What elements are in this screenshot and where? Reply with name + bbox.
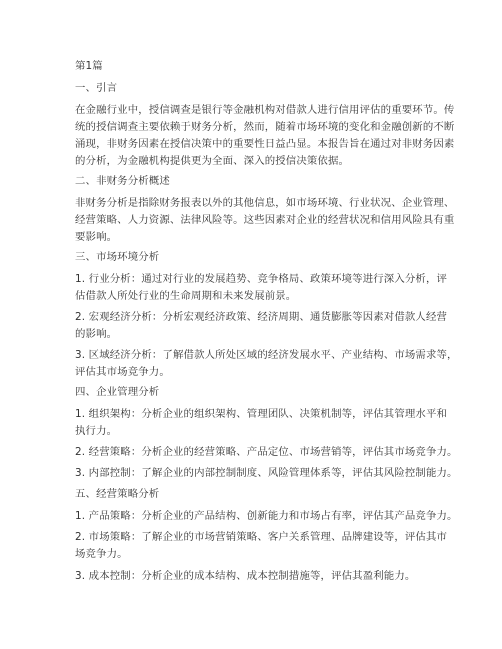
paragraph-line: 要影响。 xyxy=(75,231,118,243)
paragraph-line: 涌现，非财务因素在授信决策中的重要性日益凸显。本报告旨在通过对非财务因素 xyxy=(75,138,455,150)
section-heading: 四、企业管理分析 xyxy=(75,386,160,398)
paragraph-line: 非财务分析是指除财务报表以外的其他信息，如市场环境、行业状况、企业管理、 xyxy=(75,197,455,209)
paragraph-line: 3. 内部控制：了解企业的内部控制制度、风险管理体系等，评估其风险控制能力。 xyxy=(75,467,458,479)
document-title: 第1篇 xyxy=(75,60,103,72)
paragraph-line: 执行力。 xyxy=(75,425,118,437)
paragraph-line: 1. 行业分析：通过对行业的发展趋势、竞争格局、政策环境等进行深入分析，评 xyxy=(75,273,448,285)
section-heading: 一、引言 xyxy=(75,82,118,94)
paragraph-line: 的分析，为金融机构提供更为全面、深入的授信决策依据。 xyxy=(75,155,350,167)
paragraph-line: 统的授信调查主要依赖于财务分析，然而，随着市场环境的变化和金融创新的不断 xyxy=(75,121,455,133)
paragraph-line: 2. 市场策略：了解企业的市场营销策略、客户关系管理、品牌建设等，评估其市 xyxy=(75,531,448,543)
paragraph-line: 评估其市场竞争力。 xyxy=(75,366,170,378)
paragraph-line: 估借款人所处行业的生命周期和未来发展前景。 xyxy=(75,290,297,302)
section-heading: 二、非财务分析概述 xyxy=(75,175,170,187)
paragraph-line: 经营策略、人力资源、法律风险等。这些因素对企业的经营状况和信用风险具有重 xyxy=(75,214,455,226)
paragraph-line: 的影响。 xyxy=(75,328,118,340)
paragraph-line: 场竞争力。 xyxy=(75,548,128,560)
paragraph-line: 2. 宏观经济分析：分析宏观经济政策、经济周期、通货膨胀等因素对借款人经营 xyxy=(75,311,448,323)
paragraph-line: 在金融行业中，授信调查是银行等金融机构对借款人进行信用评估的重要环节。传 xyxy=(75,104,455,116)
paragraph-line: 3. 区域经济分析：了解借款人所处区域的经济发展水平、产业结构、市场需求等， xyxy=(75,349,458,361)
paragraph-line: 1. 组织架构：分析企业的组织架构、管理团队、决策机制等，评估其管理水平和 xyxy=(75,408,448,420)
paragraph-line: 2. 经营策略：分析企业的经营策略、产品定位、市场营销等，评估其市场竞争力。 xyxy=(75,446,458,458)
paragraph-line: 1. 产品策略：分析企业的产品结构、创新能力和市场占有率，评估其产品竞争力。 xyxy=(75,510,458,522)
paragraph-line: 3. 成本控制：分析企业的成本结构、成本控制措施等，评估其盈利能力。 xyxy=(75,570,416,582)
section-heading: 三、市场环境分析 xyxy=(75,251,160,263)
section-heading: 五、经营策略分析 xyxy=(75,488,160,500)
